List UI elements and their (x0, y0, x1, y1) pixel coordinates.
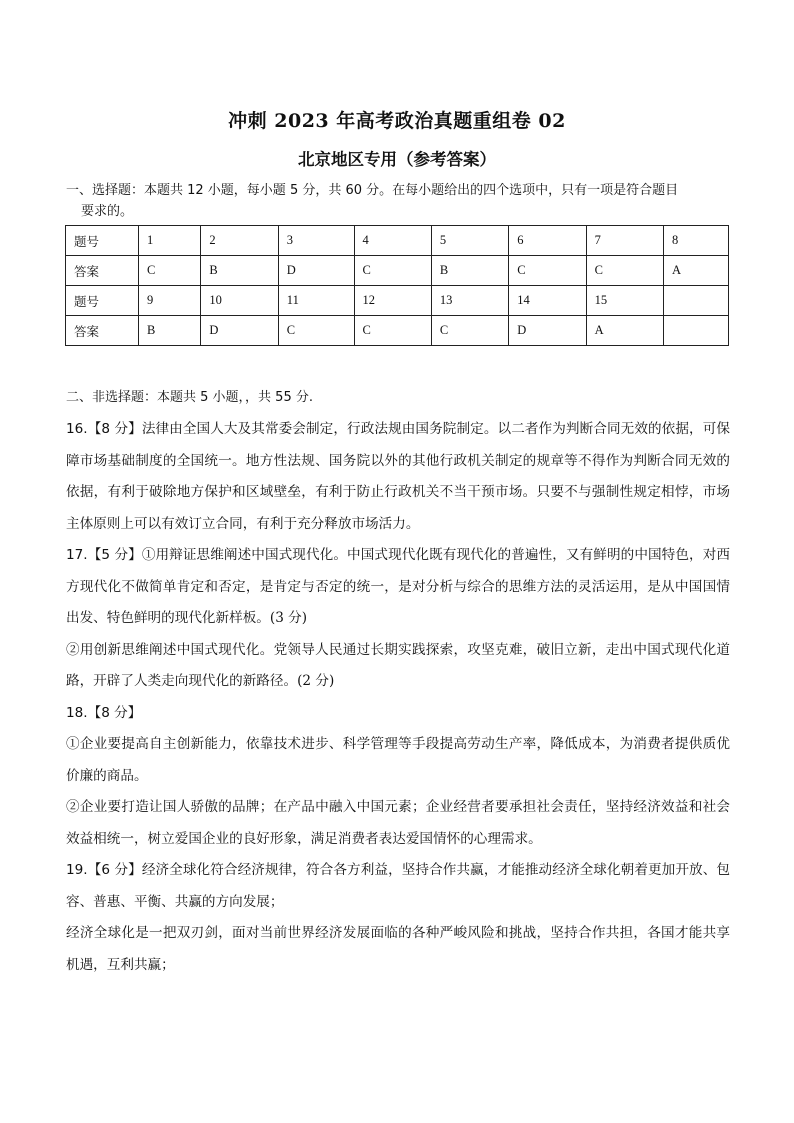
table-cell: B (431, 256, 508, 286)
answer-16 (66, 414, 730, 540)
table-row (66, 286, 729, 316)
table-cell: D (509, 316, 586, 346)
table-row-header: 答案 (66, 256, 139, 286)
table-cell (664, 316, 729, 346)
table-cell: C (586, 256, 663, 286)
table-cell: 14 (509, 286, 586, 316)
table-cell: 12 (354, 286, 431, 316)
table-row (66, 226, 729, 256)
table-cell: A (586, 316, 663, 346)
answer-17-label: 17.【5 分】 (66, 547, 142, 563)
table-cell: A (664, 256, 729, 286)
table-cell: 4 (354, 226, 431, 256)
table-cell: 7 (586, 226, 663, 256)
table-cell: B (139, 316, 201, 346)
table-cell: 10 (201, 286, 278, 316)
table-cell: 6 (509, 226, 586, 256)
answer-18-part1: ①企业要提高自主创新能力，依靠技术进步、科学管理等手段提高劳动生产率，降低成本，为消费者提供质优价廉的商品。 (66, 736, 730, 784)
answer-17-part2: ②用创新思维阐述中国式现代化。党领导人民通过长期实践探索，攻坚克难，破旧立新，走出中国式现代化道路，开辟了人类走向现代化的新路径。(2 分) (66, 641, 730, 689)
table-cell: B (201, 256, 278, 286)
answer-16-label: 16.【8 分】 (66, 421, 142, 437)
answers-body (66, 414, 730, 981)
answer-19-label: 19.【6 分】 (66, 862, 142, 878)
table-cell: C (278, 316, 354, 346)
table-row-header: 题号 (66, 226, 139, 256)
table-cell: C (354, 256, 431, 286)
answer-19-part2: 经济全球化是一把双刃剑，面对当前世界经济发展面临的各种严峻风险和挑战，坚持合作共担，各国才能共享机遇，互利共赢； (66, 925, 730, 973)
answer-18-label: 18.【8 分】 (66, 704, 142, 721)
section2-heading: 二、非选择题：本题共 5 小题，，共 55 分. (66, 390, 313, 405)
table-cell: D (201, 316, 278, 346)
answer-18-part2: ②企业要打造让国人骄傲的品牌；在产品中融入中国元素；企业经营者要承担社会责任，坚持经济效益和社会效益相统一，树立爱国企业的良好形象，满足消费者表达爱国情怀的心理需求。 (66, 799, 730, 847)
table-cell: 1 (139, 226, 201, 256)
answer-17 (66, 540, 730, 635)
table-cell: C (509, 256, 586, 286)
table-cell: 15 (586, 286, 663, 316)
table-cell: 5 (431, 226, 508, 256)
table-cell: 11 (278, 286, 354, 316)
answer-19 (66, 855, 730, 918)
table-cell (664, 286, 729, 316)
section1-line1: 一、选择题：本题共 12 小题，每小题 5 分，共 60 分。在每小题给出的四个选项中，只有一项是符合题目 (66, 183, 679, 198)
table-cell: 9 (139, 286, 201, 316)
table-row-header: 题号 (66, 286, 139, 316)
answer-table (65, 225, 729, 346)
table-cell: 3 (278, 226, 354, 256)
table-cell: 2 (201, 226, 278, 256)
section1-heading (66, 180, 730, 222)
table-cell: 13 (431, 286, 508, 316)
table-row-header: 答案 (66, 316, 139, 346)
table-cell: C (139, 256, 201, 286)
table-cell: D (278, 256, 354, 286)
table-row (66, 256, 729, 286)
answer-19-text1: 经济全球化符合经济规律，符合各方利益，坚持合作共赢，才能推动经济全球化朝着更加开放、包容、普惠、平衡、共赢的方向发展； (66, 862, 730, 910)
table-cell: C (431, 316, 508, 346)
answer-17-text1: ①用辩证思维阐述中国式现代化。中国式现代化既有现代化的普遍性，又有鲜明的中国特色，对西方现代化不做简单肯定和否定，是肯定与否定的统一，是对分析与综合的思维方法的灵活运用，是从中国国情出发、特色鲜明的现代化新样板。(3 分) (66, 547, 730, 626)
table-row (66, 316, 729, 346)
answer-16-text: 法律由全国人大及其常委会制定，行政法规由国务院制定。以二者作为判断合同无效的依据，可保障市场基础制度的全国统一。地方性法规、国务院以外的其他行政机关制定的规章等不得作为判断合同无效的依据，有利于破除地方保护和区域壁垒，有利于防止行政机关不当干预市场。只要不与强制性规定相悖，市场主体原则上可以有效订立合同，有利于充分释放市场活力。 (66, 421, 730, 532)
page-title: 冲刺 2023 年高考政治真题重组卷 02 (228, 110, 566, 132)
table-cell: 8 (664, 226, 729, 256)
section1-line2: 要求的。 (81, 204, 134, 219)
table-cell: C (354, 316, 431, 346)
page-subtitle: 北京地区专用（参考答案） (298, 150, 496, 169)
